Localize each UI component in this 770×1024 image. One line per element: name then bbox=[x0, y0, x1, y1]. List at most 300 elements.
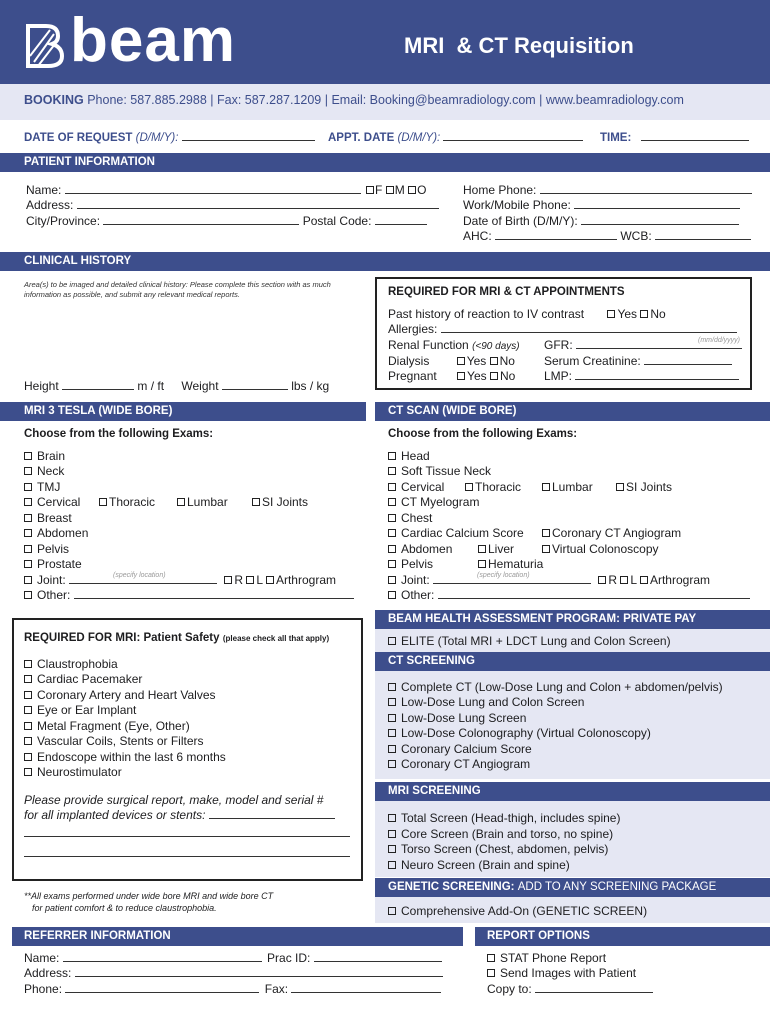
label: Brain bbox=[37, 449, 66, 463]
checkbox[interactable] bbox=[388, 545, 396, 553]
surgical-note-line2 bbox=[24, 808, 335, 822]
label: Joint: bbox=[37, 573, 66, 587]
label: Cervical bbox=[37, 495, 81, 509]
label: Abdomen bbox=[37, 526, 89, 540]
label: Neck bbox=[37, 464, 65, 478]
ct-lumbar[interactable] bbox=[542, 480, 593, 494]
label: Complete CT (Low-Dose Lung and Colon + abdomen/pelvis) bbox=[401, 680, 723, 694]
label: Coronary CT Angiogram bbox=[552, 526, 682, 540]
label: lbs / kg bbox=[291, 379, 330, 393]
serum-field[interactable] bbox=[644, 354, 732, 365]
label: Breast bbox=[37, 511, 72, 525]
copy-to-row bbox=[487, 982, 653, 996]
renal-row bbox=[388, 338, 520, 352]
dob-row bbox=[463, 214, 739, 228]
label: Joint: bbox=[401, 573, 430, 587]
label: F bbox=[375, 183, 383, 197]
label: Metal Fragment (Eye, Other) bbox=[37, 719, 190, 733]
safety-item[interactable] bbox=[24, 688, 216, 702]
checkbox[interactable] bbox=[24, 498, 32, 506]
ahc-row bbox=[463, 229, 751, 243]
checkbox[interactable] bbox=[542, 529, 550, 537]
label: Yes bbox=[617, 307, 638, 321]
checkbox[interactable] bbox=[388, 560, 396, 568]
ct-si-joints[interactable] bbox=[616, 480, 672, 494]
date-format: (D/M/Y): bbox=[135, 132, 179, 144]
mri-screening-item[interactable] bbox=[388, 811, 620, 825]
label: Chest bbox=[401, 511, 433, 525]
label: Abdomen bbox=[401, 542, 453, 556]
ct-coronary-angiogram[interactable] bbox=[542, 526, 681, 540]
label: Total Screen (Head-thigh, includes spine) bbox=[401, 811, 621, 825]
appt-date-label: APPT. DATE bbox=[328, 132, 395, 144]
ct-liver[interactable] bbox=[478, 542, 514, 556]
required-appointments-title: REQUIRED FOR MRI & CT APPOINTMENTS bbox=[388, 286, 625, 298]
checkbox[interactable] bbox=[388, 745, 396, 753]
label: Head bbox=[401, 449, 430, 463]
label: Arthrogram bbox=[275, 573, 336, 587]
checkbox[interactable] bbox=[24, 737, 32, 745]
ct-choose: Choose from the following Exams: bbox=[388, 428, 578, 440]
label: M bbox=[394, 183, 405, 197]
mri-lumbar[interactable] bbox=[177, 495, 228, 509]
ct-screening-item[interactable] bbox=[388, 757, 530, 771]
label: CT Myelogram bbox=[401, 495, 480, 509]
label: Lumbar bbox=[552, 480, 593, 494]
checkbox[interactable] bbox=[388, 467, 396, 475]
label: Date of Birth (D/M/Y): bbox=[463, 214, 578, 228]
patient-address-row bbox=[26, 198, 439, 212]
booking-email[interactable]: Email: Booking@beamradiology.com bbox=[331, 93, 536, 107]
label: Phone: bbox=[24, 982, 63, 996]
checkbox[interactable] bbox=[616, 483, 624, 491]
dialysis-no-checkbox[interactable] bbox=[490, 357, 498, 365]
beam-logo-icon bbox=[24, 22, 64, 68]
label: m / ft bbox=[137, 379, 165, 393]
label: REQUIRED FOR MRI: Patient Safety bbox=[24, 632, 220, 644]
label: GENETIC SCREENING: bbox=[388, 881, 515, 893]
label: Low-Dose Colonography (Virtual Colonoscopy) bbox=[401, 726, 651, 740]
past-history-row bbox=[388, 307, 666, 321]
label: Cervical bbox=[401, 480, 445, 494]
footnote-line: **All exams performed under wide bore MRI and wide bore CT bbox=[24, 891, 274, 901]
label: Cardiac Pacemaker bbox=[37, 672, 143, 686]
checkbox[interactable] bbox=[24, 483, 32, 491]
header-bar bbox=[0, 0, 770, 84]
weight-field[interactable] bbox=[222, 379, 288, 390]
referrer-phone-row bbox=[24, 982, 441, 996]
checkbox[interactable] bbox=[388, 576, 396, 584]
ct-abdomen[interactable] bbox=[388, 542, 452, 556]
allergies-field[interactable] bbox=[441, 322, 737, 333]
report-options-heading: REPORT OPTIONS bbox=[475, 927, 770, 946]
serum-row bbox=[544, 354, 732, 368]
referrer-name-row bbox=[24, 951, 442, 965]
copy-to-field[interactable] bbox=[535, 982, 653, 993]
referrer-phone-field[interactable] bbox=[65, 982, 259, 993]
pregnant-no-checkbox[interactable] bbox=[490, 372, 498, 380]
safety-title bbox=[24, 630, 329, 644]
safety-item[interactable] bbox=[24, 734, 204, 748]
checkbox[interactable] bbox=[388, 861, 396, 869]
gender-o-checkbox[interactable] bbox=[408, 186, 416, 194]
label: City/Province: bbox=[26, 214, 101, 228]
label: ELITE (Total MRI + LDCT Lung and Colon Screen) bbox=[401, 634, 671, 648]
checkbox[interactable] bbox=[542, 483, 550, 491]
ct-joint-l-checkbox[interactable] bbox=[620, 576, 628, 584]
assessment-heading: BEAM HEALTH ASSESSMENT PROGRAM: PRIVATE PAY bbox=[375, 610, 770, 629]
mri-joint-field[interactable] bbox=[69, 573, 217, 584]
checkbox[interactable] bbox=[24, 591, 32, 599]
mri-joint-r-checkbox[interactable] bbox=[224, 576, 232, 584]
safety-item[interactable] bbox=[24, 719, 190, 733]
pregnant-yes-checkbox[interactable] bbox=[457, 372, 465, 380]
label: Neurostimulator bbox=[37, 765, 122, 779]
ct-myelogram[interactable] bbox=[388, 495, 479, 509]
checkbox[interactable] bbox=[487, 969, 495, 977]
mri-screening-item[interactable] bbox=[388, 858, 570, 872]
referrer-fax-field[interactable] bbox=[291, 982, 441, 993]
label: GFR: bbox=[544, 338, 573, 352]
time-row bbox=[600, 130, 749, 144]
label: L bbox=[630, 573, 637, 587]
checkbox[interactable] bbox=[465, 483, 473, 491]
mri-other bbox=[24, 588, 354, 602]
genetic-option[interactable] bbox=[388, 904, 647, 918]
gfr-field[interactable] bbox=[576, 338, 742, 349]
ct-hematuria[interactable] bbox=[478, 557, 543, 571]
label: ADD TO ANY SCREENING PACKAGE bbox=[517, 881, 717, 893]
checkbox[interactable] bbox=[24, 660, 32, 668]
checkbox[interactable] bbox=[388, 845, 396, 853]
separator: | bbox=[539, 93, 543, 107]
mri-screening-item[interactable] bbox=[388, 827, 613, 841]
send-images[interactable] bbox=[487, 966, 636, 980]
label: Height bbox=[24, 379, 59, 393]
checkbox[interactable] bbox=[388, 529, 396, 537]
label: Endoscope within the last 6 months bbox=[37, 750, 226, 764]
checkbox[interactable] bbox=[388, 907, 396, 915]
checkbox[interactable] bbox=[388, 498, 396, 506]
prac-id-field[interactable] bbox=[314, 951, 442, 962]
label: Thoracic bbox=[109, 495, 156, 509]
checkbox[interactable] bbox=[388, 637, 396, 645]
checkbox[interactable] bbox=[24, 545, 32, 553]
checkbox[interactable] bbox=[388, 760, 396, 768]
patient-postal-field[interactable] bbox=[375, 214, 427, 225]
ct-joint-field[interactable] bbox=[433, 573, 591, 584]
referrer-heading: REFERRER INFORMATION bbox=[12, 927, 463, 946]
checkbox[interactable] bbox=[24, 467, 32, 475]
specify-hint: (specify location) bbox=[477, 572, 530, 579]
patient-address-field[interactable] bbox=[77, 198, 439, 209]
note-line: Area(s) to be imaged and detailed clinical history: Please complete this section with as much bbox=[24, 280, 331, 289]
label: Send Images with Patient bbox=[500, 966, 637, 980]
date-request-label: DATE OF REQUEST bbox=[24, 132, 133, 144]
checkbox[interactable] bbox=[388, 514, 396, 522]
past-history-no-checkbox[interactable] bbox=[640, 310, 648, 318]
ct-arthrogram-checkbox[interactable] bbox=[640, 576, 648, 584]
home-phone-row bbox=[463, 183, 752, 197]
checkbox[interactable] bbox=[24, 560, 32, 568]
mri-pelvis[interactable] bbox=[24, 542, 69, 556]
label: Weight bbox=[181, 379, 219, 393]
label: Low-Dose Lung and Colon Screen bbox=[401, 695, 585, 709]
mri-screening-heading: MRI SCREENING bbox=[375, 782, 770, 801]
time-field[interactable] bbox=[641, 130, 749, 141]
label: Claustrophobia bbox=[37, 657, 118, 671]
checkbox[interactable] bbox=[478, 560, 486, 568]
label: Yes bbox=[467, 369, 487, 383]
surgical-field-2[interactable] bbox=[24, 836, 350, 837]
wcb-field[interactable] bbox=[655, 229, 751, 240]
appt-date-row bbox=[328, 130, 583, 144]
clinical-history-textarea[interactable] bbox=[24, 302, 362, 372]
ct-heading: CT SCAN (WIDE BORE) bbox=[375, 402, 770, 421]
date-request-row bbox=[24, 130, 315, 144]
safety-item[interactable] bbox=[24, 657, 118, 671]
label: Address: bbox=[24, 966, 72, 980]
checkbox[interactable] bbox=[24, 722, 32, 730]
ct-cervical[interactable] bbox=[388, 480, 444, 494]
ct-thoracic[interactable] bbox=[465, 480, 521, 494]
mri-heading: MRI 3 TESLA (WIDE BORE) bbox=[0, 402, 366, 421]
ct-screening-item[interactable] bbox=[388, 695, 584, 709]
work-phone-field[interactable] bbox=[574, 198, 740, 209]
specify-hint: (specify location) bbox=[113, 572, 166, 579]
checkbox[interactable] bbox=[24, 452, 32, 460]
checkbox[interactable] bbox=[24, 691, 32, 699]
booking-web[interactable]: www.beamradiology.com bbox=[545, 93, 684, 107]
mri-screening-item[interactable] bbox=[388, 842, 608, 856]
patient-city-field[interactable] bbox=[103, 214, 299, 225]
lmp-field[interactable] bbox=[575, 369, 739, 380]
checkbox[interactable] bbox=[388, 683, 396, 691]
checkbox[interactable] bbox=[487, 954, 495, 962]
label: Other: bbox=[37, 588, 71, 602]
genetic-heading bbox=[375, 878, 770, 897]
checkbox[interactable] bbox=[24, 514, 32, 522]
ct-head[interactable] bbox=[388, 449, 430, 463]
checkbox[interactable] bbox=[388, 698, 396, 706]
patient-info-heading: PATIENT INFORMATION bbox=[0, 153, 770, 172]
mri-choose: Choose from the following Exams: bbox=[24, 428, 214, 440]
label: STAT Phone Report bbox=[500, 951, 607, 965]
label: Neuro Screen (Brain and spine) bbox=[401, 858, 570, 872]
ct-other bbox=[388, 588, 750, 602]
label: Work/Mobile Phone: bbox=[463, 198, 571, 212]
label: Serum Creatinine: bbox=[544, 354, 641, 368]
label: Copy to: bbox=[487, 982, 532, 996]
separator: | bbox=[324, 93, 328, 107]
label: Yes bbox=[466, 354, 487, 368]
ct-chest[interactable] bbox=[388, 511, 432, 525]
allergies-row bbox=[388, 322, 737, 336]
checkbox[interactable] bbox=[24, 576, 32, 584]
mri-thoracic[interactable] bbox=[99, 495, 155, 509]
appt-date-field[interactable] bbox=[443, 130, 583, 141]
label: Allergies: bbox=[388, 322, 438, 336]
dialysis-yes-checkbox[interactable] bbox=[457, 357, 465, 365]
ct-virtual-colonoscopy[interactable] bbox=[542, 542, 659, 556]
checkbox[interactable] bbox=[388, 452, 396, 460]
label: Pelvis bbox=[37, 542, 70, 556]
gender-f-checkbox[interactable] bbox=[366, 186, 374, 194]
ct-pelvis[interactable] bbox=[388, 557, 433, 571]
checkbox[interactable] bbox=[99, 498, 107, 506]
dob-field[interactable] bbox=[581, 214, 739, 225]
mri-joint-l-checkbox[interactable] bbox=[246, 576, 254, 584]
checkbox[interactable] bbox=[388, 714, 396, 722]
booking-bar bbox=[0, 84, 770, 120]
patient-city-row bbox=[26, 214, 427, 228]
footnote-line: for patient comfort & to reduce claustrophobia. bbox=[32, 903, 217, 913]
label: Pelvis bbox=[401, 557, 434, 571]
label: Other: bbox=[401, 588, 435, 602]
label: Eye or Ear Implant bbox=[37, 703, 137, 717]
clinical-history-heading: CLINICAL HISTORY bbox=[0, 252, 770, 271]
checkbox[interactable] bbox=[388, 483, 396, 491]
checkbox[interactable] bbox=[388, 830, 396, 838]
logo-text: beam bbox=[70, 6, 236, 75]
wide-bore-footnote bbox=[24, 890, 273, 914]
label: for all implanted devices or stents: bbox=[24, 808, 206, 822]
label: AHC: bbox=[463, 229, 492, 243]
mri-brain[interactable] bbox=[24, 449, 65, 463]
label: R bbox=[234, 573, 244, 587]
date-hint: (mm/dd/yyyy) bbox=[698, 337, 741, 344]
label: Low-Dose Lung Screen bbox=[401, 711, 527, 725]
safety-item[interactable] bbox=[24, 765, 122, 779]
home-phone-field[interactable] bbox=[540, 183, 752, 194]
patient-name-field[interactable] bbox=[65, 183, 361, 194]
label: Prostate bbox=[37, 557, 82, 571]
checkbox[interactable] bbox=[388, 814, 396, 822]
label: Fax: bbox=[264, 982, 289, 996]
gfr-row bbox=[544, 338, 742, 352]
note-line: information as possible, and submit any relevant medical reports. bbox=[24, 290, 240, 299]
page-title: MRI & CT Requisition bbox=[404, 33, 634, 58]
label: Vascular Coils, Stents or Filters bbox=[37, 734, 204, 748]
label: Thoracic bbox=[475, 480, 522, 494]
ct-other-field[interactable] bbox=[438, 588, 750, 599]
referrer-address-row bbox=[24, 966, 443, 980]
label: No bbox=[499, 354, 515, 368]
date-format: (D/M/Y): bbox=[397, 132, 441, 144]
checkbox[interactable] bbox=[542, 545, 550, 553]
ct-joint-r-checkbox[interactable] bbox=[598, 576, 606, 584]
safety-item[interactable] bbox=[24, 672, 142, 686]
checkbox[interactable] bbox=[24, 706, 32, 714]
label: WCB: bbox=[620, 229, 652, 243]
label: L bbox=[256, 573, 263, 587]
label: O bbox=[417, 183, 427, 197]
booking-phone: Phone: 587.885.2988 bbox=[87, 93, 207, 107]
label: LMP: bbox=[544, 369, 573, 383]
surgical-field-3[interactable] bbox=[24, 856, 350, 857]
stat-phone-report[interactable] bbox=[487, 951, 606, 965]
checkbox[interactable] bbox=[478, 545, 486, 553]
label: No bbox=[650, 307, 666, 321]
checkbox[interactable] bbox=[177, 498, 185, 506]
mri-abdomen[interactable] bbox=[24, 526, 88, 540]
mri-prostate[interactable] bbox=[24, 557, 82, 571]
ct-screening-item[interactable] bbox=[388, 742, 532, 756]
surgical-field-1[interactable] bbox=[209, 808, 335, 819]
ahc-field[interactable] bbox=[495, 229, 617, 240]
checkbox[interactable] bbox=[24, 753, 32, 761]
referrer-name-field[interactable] bbox=[63, 951, 262, 962]
label: Name: bbox=[26, 183, 62, 197]
work-phone-row bbox=[463, 198, 740, 212]
gender-m-checkbox[interactable] bbox=[386, 186, 394, 194]
ct-screening-item[interactable] bbox=[388, 680, 723, 694]
checkbox[interactable] bbox=[252, 498, 260, 506]
checkbox[interactable] bbox=[24, 675, 32, 683]
label: Coronary Calcium Score bbox=[401, 742, 532, 756]
ct-screening-item[interactable] bbox=[388, 711, 526, 725]
mri-breast[interactable] bbox=[24, 511, 72, 525]
mri-cervical[interactable] bbox=[24, 495, 80, 509]
booking-label: BOOKING bbox=[24, 93, 84, 107]
label: Name: bbox=[24, 951, 60, 965]
lmp-row bbox=[544, 369, 739, 383]
label: Coronary CT Angiogram bbox=[401, 757, 531, 771]
label: TMJ bbox=[37, 480, 61, 494]
checkbox[interactable] bbox=[24, 529, 32, 537]
label: Lumbar bbox=[187, 495, 228, 509]
safety-item[interactable] bbox=[24, 703, 136, 717]
clinical-note bbox=[24, 280, 364, 300]
checkbox[interactable] bbox=[388, 591, 396, 599]
time-label: TIME: bbox=[600, 132, 632, 144]
mri-arthrogram-checkbox[interactable] bbox=[266, 576, 274, 584]
label: Liver bbox=[488, 542, 515, 556]
label: Coronary Artery and Heart Valves bbox=[37, 688, 216, 702]
mri-joint bbox=[24, 573, 336, 587]
label: Core Screen (Brain and torso, no spine) bbox=[401, 827, 614, 841]
ct-soft-neck[interactable] bbox=[388, 464, 491, 478]
patient-name-row bbox=[26, 183, 426, 197]
label: SI Joints bbox=[626, 480, 673, 494]
mri-si-joints[interactable] bbox=[252, 495, 308, 509]
safety-item[interactable] bbox=[24, 750, 226, 764]
mri-tmj[interactable] bbox=[24, 480, 60, 494]
label: (<90 days) bbox=[472, 341, 520, 352]
label: R bbox=[608, 573, 618, 587]
ct-calcium-score[interactable] bbox=[388, 526, 524, 540]
ct-screening-item[interactable] bbox=[388, 726, 651, 740]
checkbox[interactable] bbox=[388, 729, 396, 737]
label: Cardiac Calcium Score bbox=[401, 526, 524, 540]
elite-option[interactable] bbox=[388, 634, 671, 648]
ct-screening-heading: CT SCREENING bbox=[375, 652, 770, 671]
checkbox[interactable] bbox=[24, 768, 32, 776]
date-request-field[interactable] bbox=[182, 130, 315, 141]
label: Virtual Colonoscopy bbox=[552, 542, 659, 556]
mri-neck[interactable] bbox=[24, 464, 64, 478]
referrer-address-field[interactable] bbox=[75, 966, 443, 977]
label: Past history of reaction to IV contrast bbox=[388, 307, 585, 321]
past-history-yes-checkbox[interactable] bbox=[607, 310, 615, 318]
label: Hematuria bbox=[488, 557, 544, 571]
label: Pregnant bbox=[388, 369, 437, 383]
label: Renal Function bbox=[388, 338, 469, 352]
label: Soft Tissue Neck bbox=[401, 464, 492, 478]
height-field[interactable] bbox=[62, 379, 134, 390]
mri-other-field[interactable] bbox=[74, 588, 354, 599]
label: Prac ID: bbox=[267, 951, 311, 965]
